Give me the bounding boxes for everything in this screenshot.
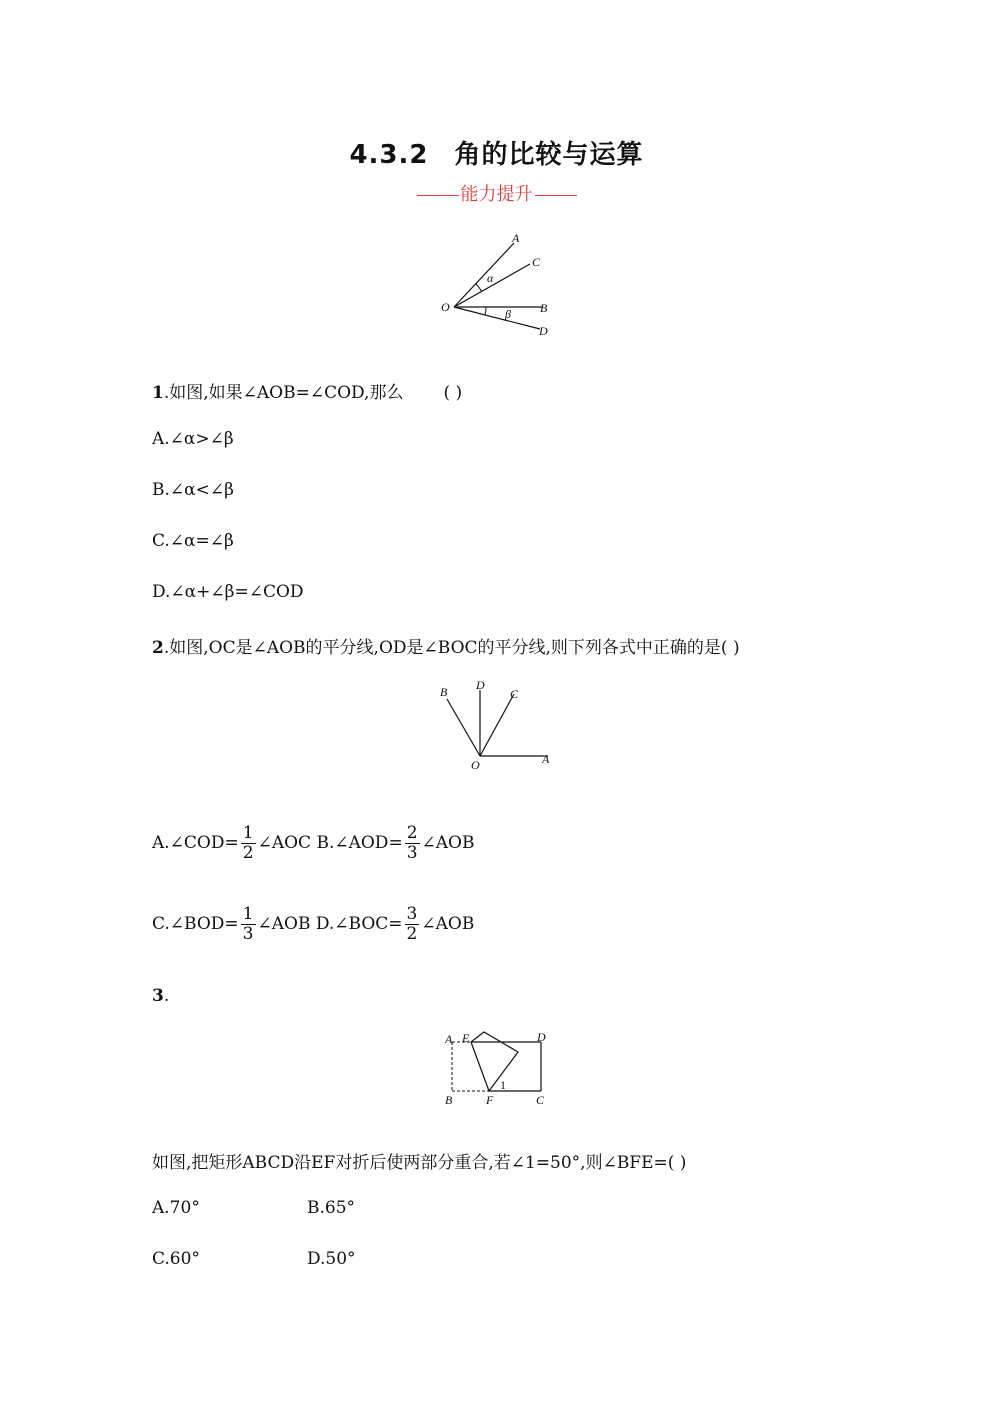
subtitle-right-rule — [535, 195, 577, 196]
q3-dot: . — [163, 986, 170, 1006]
q2-option-a[interactable] — [152, 823, 312, 863]
q2-stem — [152, 633, 740, 658]
q1-figure — [430, 226, 570, 344]
q1-option-b[interactable]: B.∠α<∠β — [152, 480, 234, 500]
q2-option-d[interactable] — [315, 904, 475, 944]
numerator: 3 — [406, 904, 418, 924]
numerator: 1 — [242, 823, 254, 843]
label-c: C — [536, 1093, 545, 1107]
q1-stem — [152, 378, 462, 403]
label-a: A — [542, 752, 550, 766]
section-subtitle — [0, 180, 993, 206]
denominator: 3 — [242, 924, 254, 944]
label-b: B — [540, 301, 548, 315]
q2-figure — [430, 674, 560, 774]
label-alpha: α — [487, 271, 494, 285]
q2-option-b-suffix: ∠AOB — [421, 833, 475, 853]
label-beta: β — [505, 307, 511, 321]
label-f: F — [486, 1093, 494, 1107]
q3-number: 3 — [152, 986, 164, 1006]
label-d: D — [539, 324, 548, 338]
q1-option-a[interactable]: A.∠α>∠β — [152, 429, 234, 449]
ray-oa — [454, 243, 514, 307]
q2-option-c-prefix: C.∠BOD= — [152, 914, 239, 934]
numerator: 1 — [242, 904, 254, 924]
q3-stem: 如图,把矩形ABCD沿EF对折后使两部分重合,若∠1=50°,则∠BFE=( ) — [152, 1153, 687, 1173]
subtitle-left-rule — [417, 195, 459, 196]
q2-options-row-1 — [152, 824, 474, 863]
ray-oc — [480, 694, 514, 756]
label-a: A — [445, 1032, 453, 1046]
page-title — [0, 134, 993, 171]
folded-flap — [471, 1032, 518, 1091]
ray-od — [454, 307, 540, 329]
section-title: 角的比较与运算 — [454, 140, 644, 170]
denominator: 3 — [406, 843, 418, 863]
q1-text: .如图,如果∠AOB=∠COD,那么 — [163, 383, 404, 403]
q3-option-d[interactable]: D.50° — [307, 1249, 356, 1269]
q2-option-d-suffix: ∠AOB — [421, 914, 475, 934]
label-angle-1: 1 — [500, 1078, 506, 1092]
q2-number: 2 — [152, 638, 164, 658]
q1-answer-paren: ( ) — [443, 383, 463, 403]
section-number: 4.3.2 — [349, 140, 429, 170]
label-e: E — [462, 1031, 470, 1045]
q2-option-b[interactable] — [316, 823, 475, 863]
label-a: A — [512, 231, 520, 245]
q2-option-d-prefix: D.∠BOC= — [315, 914, 403, 934]
q2-option-c-suffix: ∠AOB — [257, 914, 311, 934]
q2-option-a-prefix: A.∠COD= — [152, 833, 239, 853]
q3-number-line — [152, 986, 169, 1006]
q1-option-d[interactable]: D.∠α+∠β=∠COD — [152, 582, 304, 602]
beta-arc — [485, 307, 486, 315]
q2-text: .如图,OC是∠AOB的平分线,OD是∠BOC的平分线,则下列各式中正确的是( ) — [163, 638, 740, 658]
q2-option-a-suffix: ∠AOC — [257, 833, 312, 853]
alpha-arc — [476, 284, 482, 292]
denominator: 2 — [406, 924, 418, 944]
label-d: D — [537, 1030, 546, 1044]
numerator: 2 — [406, 823, 418, 843]
q1-option-c[interactable]: C.∠α=∠β — [152, 531, 234, 551]
label-d: D — [476, 678, 485, 692]
q3-option-c[interactable]: C.60° — [152, 1249, 200, 1269]
label-c: C — [510, 687, 519, 701]
q2-option-b-prefix: B.∠AOD= — [316, 833, 403, 853]
fraction — [241, 824, 256, 863]
label-o: O — [471, 758, 480, 772]
q3-option-a[interactable]: A.70° — [152, 1198, 200, 1218]
label-c: C — [532, 255, 541, 269]
fraction — [405, 824, 420, 863]
fraction — [405, 905, 420, 944]
ray-ob — [447, 699, 480, 756]
label-b: B — [440, 685, 448, 699]
label-o: O — [441, 300, 450, 314]
q1-number: 1 — [152, 383, 164, 403]
denominator: 2 — [242, 843, 254, 863]
subtitle-text: 能力提升 — [460, 184, 533, 205]
q2-options-row-2 — [152, 905, 474, 944]
q3-figure — [440, 1028, 555, 1110]
label-b: B — [445, 1093, 453, 1107]
q3-option-b[interactable]: B.65° — [307, 1198, 356, 1218]
q2-option-c[interactable] — [152, 904, 311, 944]
fraction — [241, 905, 256, 944]
